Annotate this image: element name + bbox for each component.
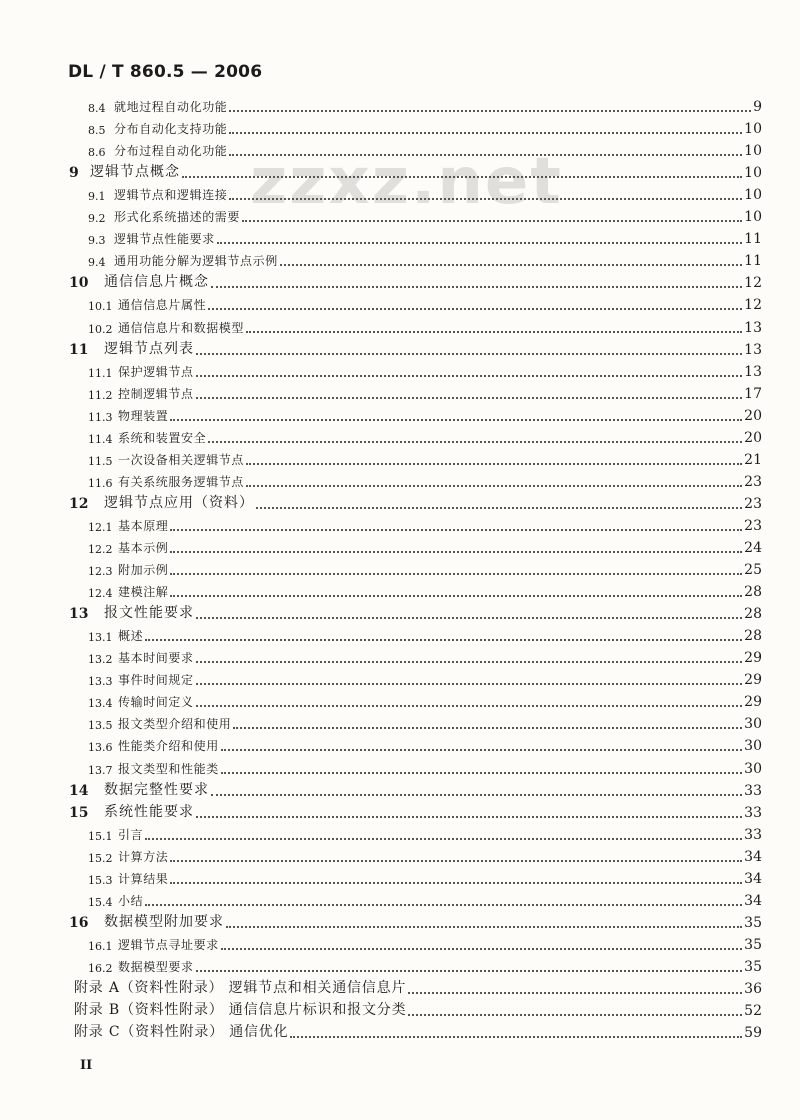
toc-entry-title: 计算方法 — [118, 849, 169, 864]
toc-entry-title: 计算结果 — [118, 871, 169, 886]
toc-entry-title: 事件时间规定 — [118, 673, 194, 688]
toc-entry — [0, 205, 800, 227]
toc-leader-dots — [170, 573, 742, 575]
toc-entry-page: 23 — [744, 517, 762, 534]
toc-entry — [0, 183, 800, 205]
toc-entry-page: 30 — [744, 738, 762, 755]
toc-leader-dots — [145, 838, 742, 840]
toc-entry-page: 23 — [744, 473, 762, 490]
toc-entry — [0, 889, 800, 911]
toc-entry-number: 10 — [69, 275, 89, 292]
toc-entry-page: 29 — [744, 694, 762, 711]
toc-entry — [0, 249, 800, 271]
watermark: zzxz.net — [250, 145, 563, 219]
toc-entry — [0, 867, 800, 889]
toc-entry — [0, 690, 800, 712]
toc-entry-title: 基本原理 — [118, 518, 169, 533]
toc-entry — [0, 227, 800, 249]
toc-entry-page: 10 — [744, 187, 762, 204]
toc-entry-title: 传输时间定义 — [118, 695, 194, 710]
toc-entry-page: 20 — [744, 429, 762, 446]
toc-leader-dots — [196, 816, 742, 818]
toc-entry-page: 12 — [744, 275, 762, 292]
toc-entry-number: 10.2 — [88, 322, 113, 336]
toc-entry-number: 12 — [69, 495, 89, 512]
toc-entry-page: 21 — [744, 451, 762, 468]
toc-entry-page: 28 — [744, 628, 762, 645]
toc-entry — [0, 801, 800, 823]
toc-entry — [0, 139, 800, 161]
toc-entry-title: 一次设备相关逻辑节点 — [118, 452, 245, 467]
toc-entry-title: 保护逻辑节点 — [118, 364, 194, 379]
toc-leader-dots — [290, 1036, 742, 1038]
toc-entry-number: 12.2 — [88, 543, 113, 556]
toc-entry — [0, 712, 800, 734]
toc-entry-number: 13.5 — [88, 719, 113, 733]
toc-entry-title: 小结 — [118, 893, 144, 908]
toc-entry-page: 36 — [744, 981, 762, 997]
toc-leader-dots — [233, 727, 742, 729]
toc-entry-number: 10.1 — [88, 300, 113, 314]
toc-entry — [0, 558, 800, 580]
toc-entry — [0, 779, 800, 801]
toc-entry-page: 30 — [744, 716, 762, 733]
toc-entry-number: 12.3 — [88, 565, 113, 579]
toc-entry-title: 报文类型和性能类 — [118, 761, 219, 776]
toc-entry-title: 物理装置 — [118, 408, 169, 423]
toc-entry-number: 9.2 — [88, 212, 106, 226]
toc-entry-title: 逻辑节点概念 — [90, 164, 180, 181]
toc-entry-title: 附加示例 — [118, 563, 169, 578]
toc-entry — [0, 602, 800, 624]
toc-entry-page: 28 — [744, 606, 762, 623]
toc-leader-dots — [221, 772, 742, 774]
toc-entry — [0, 999, 800, 1021]
toc-entry-number: 11.1 — [88, 366, 113, 380]
toc-entry — [0, 117, 800, 139]
toc-entry-number: 15 — [69, 804, 89, 821]
toc-entry-page: 17 — [744, 385, 762, 402]
toc-leader-dots — [196, 661, 742, 663]
toc-entry — [0, 470, 800, 492]
toc-entry-number: 16.1 — [88, 939, 113, 953]
toc-leader-dots — [170, 419, 742, 421]
toc-entry-title: 就地过程自动化功能 — [114, 100, 228, 114]
toc-entry-page: 10 — [744, 143, 762, 160]
toc-entry — [0, 536, 800, 558]
toc-entry-number: 9.3 — [88, 234, 106, 248]
toc-leader-dots — [246, 331, 742, 333]
toc-entry-page: 10 — [744, 165, 762, 182]
toc-entry-number: 15.1 — [88, 829, 113, 843]
toc-entry — [0, 338, 800, 360]
toc-leader-dots — [145, 904, 742, 906]
toc-entry-page: 52 — [744, 1003, 762, 1020]
toc-entry-page: 34 — [744, 848, 762, 865]
toc-entry-page: 33 — [744, 826, 762, 843]
toc-entry-title: 基本示例 — [118, 541, 169, 555]
toc-leader-dots — [408, 992, 742, 994]
toc-leader-dots — [196, 397, 742, 399]
toc-entry-page: 34 — [744, 892, 762, 909]
toc-entry-title: 通信信息片概念 — [104, 274, 209, 291]
toc-entry-number: 11.6 — [88, 476, 113, 490]
toc-entry-title: 系统和装置安全 — [118, 430, 207, 445]
toc-entry-title: 逻辑节点应用（资料） — [104, 494, 254, 511]
toc-entry — [0, 382, 800, 404]
toc-leader-dots — [208, 308, 742, 310]
toc-entry-page: 24 — [744, 540, 762, 556]
toc-entry — [0, 845, 800, 867]
toc-entry-page: 35 — [744, 914, 762, 931]
toc-entry-number: 9.4 — [88, 256, 106, 270]
toc-leader-dots — [221, 948, 742, 950]
toc-leader-dots — [408, 1014, 742, 1016]
toc-leader-dots — [196, 970, 742, 972]
toc-entry-page: 12 — [744, 297, 762, 314]
toc-entry-page: 20 — [744, 407, 762, 424]
toc-entry — [0, 580, 800, 602]
toc-entry — [0, 95, 800, 117]
toc-entry-number: 13.7 — [88, 763, 113, 777]
toc-entry — [0, 734, 800, 756]
toc-entry-number: 13 — [69, 606, 89, 623]
toc-entry-title: 有关系统服务逻辑节点 — [118, 474, 245, 489]
toc-leader-dots — [196, 617, 742, 619]
toc-entry-page: 35 — [744, 958, 762, 975]
toc-entry-title: 建模注解 — [118, 585, 169, 600]
toc-leader-dots — [211, 794, 742, 796]
toc-entry-number: 11.3 — [88, 410, 113, 424]
toc-entry-number: 15.4 — [88, 895, 113, 909]
toc-leader-dots — [229, 110, 751, 112]
toc-entry-number: 16.2 — [88, 961, 113, 975]
toc-entry — [0, 316, 800, 338]
toc-entry-title: 通信信息片属性 — [118, 298, 207, 313]
toc-entry-page: 34 — [744, 870, 762, 887]
toc-entry-page: 29 — [744, 672, 762, 689]
toc-entry-page: 11 — [744, 231, 762, 248]
toc-entry-title: 报文性能要求 — [104, 605, 194, 622]
toc-entry-title: 数据模型要求 — [118, 959, 194, 974]
toc-entry — [0, 823, 800, 845]
toc-entry-title: 基本时间要求 — [118, 651, 194, 666]
toc-entry-page: 13 — [744, 363, 762, 380]
toc-entry-number: 13.3 — [88, 675, 113, 689]
toc-entry-title: 通信信息片和数据模型 — [118, 320, 245, 335]
toc-entry-title: 通用功能分解为逻辑节点示例 — [114, 254, 278, 269]
toc-entry-page: 25 — [744, 562, 762, 579]
toc-entry-number: 13.4 — [88, 697, 113, 711]
page-number: II — [80, 1058, 93, 1073]
toc-leader-dots — [182, 176, 742, 178]
toc-entry-page: 30 — [744, 760, 762, 777]
toc-entry — [0, 293, 800, 315]
toc-entry — [0, 646, 800, 668]
toc-entry-number: 12.4 — [88, 587, 113, 601]
toc-entry — [0, 404, 800, 426]
toc-leader-dots — [196, 375, 742, 377]
toc-entry-title: 附录 C（资料性附录） 通信优化 — [74, 1024, 289, 1041]
toc-leader-dots — [280, 264, 742, 266]
toc-leader-dots — [170, 551, 742, 553]
toc-entry-number: 13.6 — [88, 741, 113, 755]
toc-leader-dots — [170, 860, 742, 862]
toc-entry-title: 逻辑节点寻址要求 — [118, 937, 219, 952]
toc-entry-number: 11 — [69, 341, 89, 358]
toc-entry-title: 逻辑节点性能要求 — [114, 232, 215, 247]
toc-entry-title: 形式化系统描述的需要 — [114, 210, 241, 225]
toc-leader-dots — [170, 595, 742, 597]
toc-entry-number: 9.1 — [88, 190, 106, 204]
toc-leader-dots — [196, 683, 742, 685]
toc-entry-number: 12.1 — [88, 520, 113, 534]
toc-entry-number: 15.2 — [88, 851, 113, 865]
toc-entry — [0, 514, 800, 536]
page-header: DL / T 860.5 — 2006 — [68, 62, 263, 82]
toc-entry-page: 28 — [744, 584, 762, 601]
toc-entry-title: 分布过程自动化功能 — [114, 144, 228, 159]
toc-leader-dots — [145, 639, 742, 641]
toc-entry — [0, 955, 800, 977]
toc-entry — [0, 426, 800, 448]
toc-entry — [0, 977, 800, 999]
toc-entry-title: 控制逻辑节点 — [118, 386, 194, 401]
toc-entry-number: 8.4 — [88, 102, 106, 115]
toc-entry — [0, 448, 800, 470]
toc-entry-page: 29 — [744, 650, 762, 667]
toc-entry-number: 16 — [69, 914, 89, 931]
toc-entry-number: 14 — [69, 782, 89, 799]
toc-entry-page: 13 — [744, 341, 762, 358]
toc-entry-number: 8.6 — [88, 146, 106, 160]
toc-entry-number: 11.4 — [88, 432, 113, 446]
toc-leader-dots — [256, 507, 742, 509]
toc-entry-page: 10 — [744, 209, 762, 226]
toc-leader-dots — [221, 749, 742, 751]
toc-entry-page: 35 — [744, 936, 762, 953]
toc-leader-dots — [217, 242, 742, 244]
toc-entry-page: 10 — [744, 121, 762, 138]
toc-leader-dots — [208, 441, 742, 443]
toc-entry — [0, 757, 800, 779]
toc-entry-number: 9 — [69, 165, 79, 182]
toc-entry-title: 概述 — [118, 629, 144, 644]
toc-entry-page: 13 — [744, 319, 762, 336]
toc-leader-dots — [229, 132, 742, 134]
toc-entry-title: 引言 — [118, 827, 144, 842]
toc-leader-dots — [211, 286, 742, 288]
toc-entry-number: 11.5 — [88, 454, 113, 468]
toc-entry-title: 逻辑节点和逻辑连接 — [114, 188, 228, 203]
toc-leader-dots — [196, 705, 742, 707]
toc-entry-page: 33 — [744, 804, 762, 821]
toc-entry — [0, 271, 800, 293]
toc-entry — [0, 933, 800, 955]
toc-entry-title: 性能类介绍和使用 — [118, 739, 219, 754]
toc-entry-number: 11.2 — [88, 388, 113, 402]
toc-entry-number: 13.2 — [88, 653, 113, 667]
toc-leader-dots — [170, 882, 742, 884]
toc-entry-number: 15.3 — [88, 873, 113, 887]
toc-entry — [0, 624, 800, 646]
toc-entry-title: 数据完整性要求 — [104, 781, 209, 798]
toc-leader-dots — [242, 220, 742, 222]
toc-entry-page: 33 — [744, 782, 762, 799]
toc-leader-dots — [246, 485, 742, 487]
toc-leader-dots — [229, 154, 742, 156]
toc-entry-title: 逻辑节点列表 — [104, 340, 194, 357]
toc-entry — [0, 1021, 800, 1043]
toc-entry-number: 13.1 — [88, 631, 113, 645]
toc-leader-dots — [246, 463, 742, 465]
toc-entry — [0, 161, 800, 183]
toc-entry-title: 报文类型介绍和使用 — [118, 717, 232, 732]
toc-entry-number: 8.5 — [88, 124, 106, 138]
toc-entry-page: 23 — [744, 495, 762, 512]
toc-entry-page: 9 — [753, 99, 762, 115]
toc-entry-title: 系统性能要求 — [104, 803, 194, 820]
toc-entry-title: 数据模型附加要求 — [104, 913, 224, 930]
toc-entry — [0, 360, 800, 382]
toc-entry-title: 附录 A（资料性附录） 逻辑节点和相关通信信息片 — [74, 980, 407, 996]
toc-entry-page: 11 — [744, 253, 762, 270]
toc-leader-dots — [229, 198, 742, 200]
toc-leader-dots — [196, 353, 742, 355]
toc-entry — [0, 668, 800, 690]
toc-entry-title: 分布自动化支持功能 — [114, 122, 228, 137]
toc-entry-title: 附录 B（资料性附录） 通信信息片标识和报文分类 — [74, 1002, 407, 1019]
toc-leader-dots — [170, 529, 742, 531]
toc-leader-dots — [226, 926, 742, 928]
toc-entry — [0, 911, 800, 933]
toc-entry — [0, 492, 800, 514]
toc-entry-page: 59 — [744, 1025, 762, 1042]
